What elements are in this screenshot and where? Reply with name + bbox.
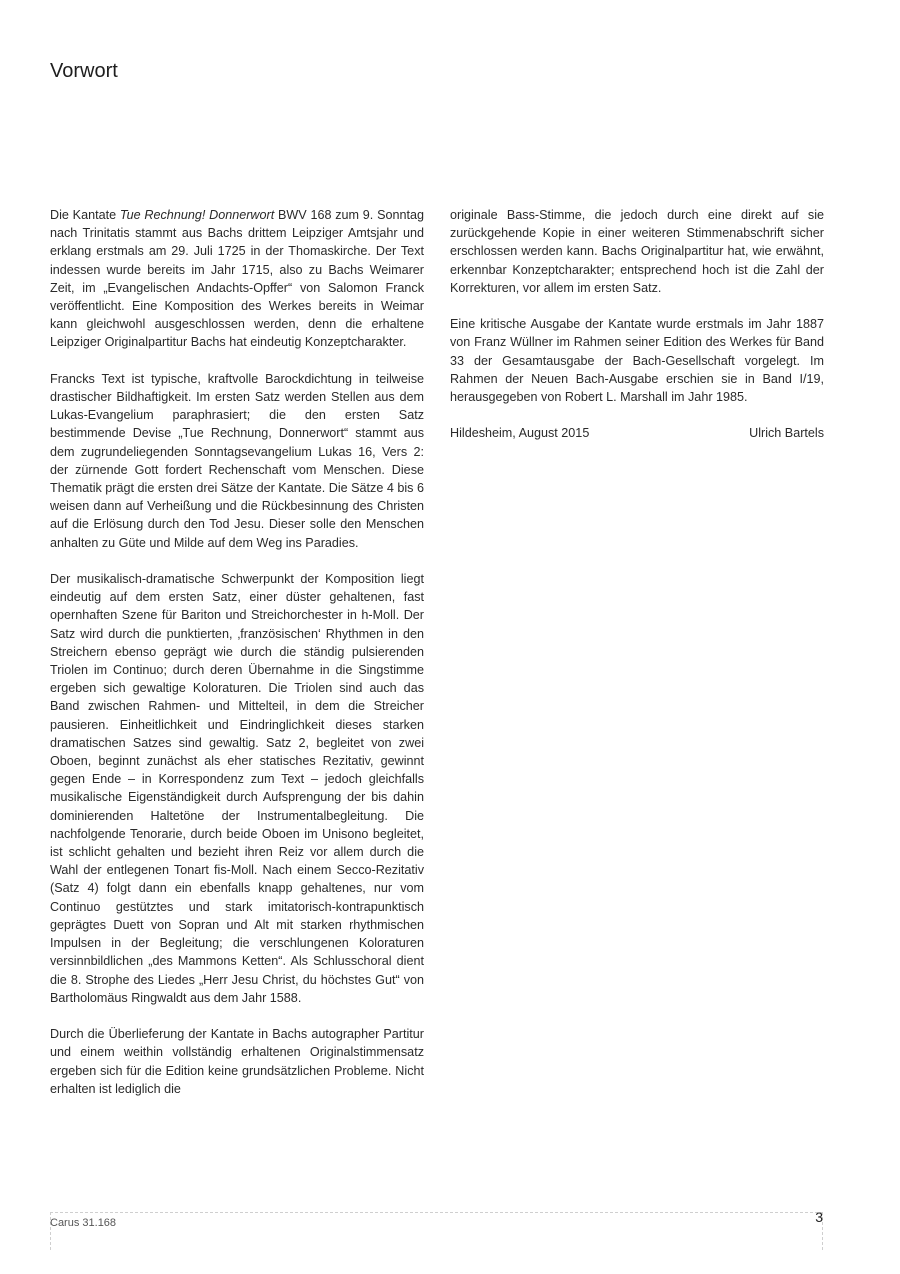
right-column <box>450 206 824 443</box>
paragraph-sources: Durch die Überlieferung der Kantate in Bachs autographer Partitur und einem weithin vollständig erhaltenen Originalstimmensatz ergeben sich für die Edition keine grundsätzlichen Probleme. Nicht erhalten ist lediglich die <box>50 1027 424 1096</box>
intro-text-rest: BWV 168 zum 9. Sonntag nach Trinitatis stammt aus Bachs drittem Leipziger Amtsjahr und erklang erstmals am 29. Juli 1725 in der Thomaskirche. Der Text indessen wurde bereits im Jahr 1715, also zu Bachs Weimarer Zeit, im „Evangelischen Andachts-Opffer“ von Salomon Franck veröffentlicht. Eine Komposition des Werkes bereits in Weimar kann gleichwohl ausgeschlossen werden, denn die erhaltene Leipziger Originalpartitur Bachs hat eindeutig Konzeptcharakter. <box>50 208 424 350</box>
page-number: 3 <box>815 1209 823 1225</box>
paragraph-text: Francks Text ist typische, kraftvolle Barockdichtung in teilweise drastischer Bildhaftigkeit. Im ersten Satz werden Stellen aus dem Lukas-Evangelium paraphrasiert; die den ersten Satz bestimmende Devise „Tue Rechnung, Donnerwort“ stammt aus dem zugrundeliegenden Sonntagsevangelium Lukas 16, Vers 2: der zürnende Gott fordert Rechenschaft vom Menschen. Diese Thematik prägt die ersten drei Sätze der Kantate. Die Sätze 4 bis 6 weisen dann auf Verheißung und die Rückbesinnung des Christen auf die Erlösung durch den Tod Jesu. Dieser solle den Menschen anhalten zu Güte und Milde auf dem Weg ins Paradies. <box>50 371 424 550</box>
signature-line <box>450 424 824 442</box>
paragraph-bass-part: originale Bass-Stimme, die jedoch durch eine direkt auf sie zurückgehende Kopie in einer weiteren Stimmenabschrift sicher erschlossen werden kann. Bachs Originalpartitur hat, wie erwähnt, erkennbar Konzeptcharakter; entsprechend hoch ist die Zahl der Korrekturen, vor allem im ersten Satz. <box>450 208 824 295</box>
page-footer <box>50 1209 823 1229</box>
catalog-number: Carus 31.168 <box>50 1217 117 1229</box>
place-date: Hildesheim, August 2015 <box>450 426 590 441</box>
paragraph-editions: Eine kritische Ausgabe der Kantate wurde erstmals im Jahr 1887 von Franz Wüllner im Rahmen seiner Edition des Werkes für Band 33 der Gesamtausgabe der Bach-Gesellschaft vorgelegt. Im Rahmen der Neuen Bach-Ausgabe erschien sie in Band I/19, herausgegeben von Robert L. Marshall im Jahr 1985. <box>450 317 824 405</box>
left-column <box>50 206 424 1116</box>
author-name: Ulrich Bartels <box>749 426 824 441</box>
paragraph-music: Der musikalisch-dramatische Schwerpunkt der Komposition liegt eindeutig auf dem ersten Satz, einer düster gehaltenen, fast opernhaften Szene für Bariton und Streichorchester in h-Moll. Der Satz wird durch die punktierten, ‚französischen‘ Rhythmen in den Streichern ebenso geprägt wie durch die ständig pulsierenden Triolen im Continuo; durch deren Übernahme in die Singstimme ergeben sich gewaltige Koloraturen. Die Triolen sind auch das Band zwischen Rahmen- und Mittelteil, in dem die Streicher pausieren. Einheitlichkeit und Eindringlichkeit dieses starken dramatischen Satzes sind gewaltig. Satz 2, begleitet von zwei Oboen, beginnt zunächst als eher statisches Rezitativ, gewinnt gegen Ende – in Korrespondenz zum Text – jedoch gleichfalls musikalische Eigenständigkeit durch Aufsprengung der bis dahin dominierenden Haltetöne der Instrumentalbegleitung. Die nachfolgende Tenorarie, durch beide Oboen im Unisono begleitet, ist schlicht gehalten und bezieht ihren Reiz vor allem durch die Wahl der entlegenen Tonart fis-Moll. Nach einem Secco-Rezitativ (Satz 4) folgt dann ein ebenfalls knapp gehaltenes, nur vom Continuo gestütztes und stark imitatorisch-kontrapunktisch geprägtes Duett von Sopran und Alt mit starken rhythmischen Impulsen in der Begleitung; die verschlungenen Koloraturen versinnbildlichen „des Mammons Ketten“. Als Schlusschoral dient die 8. Strophe des Liedes „Herr Jesu Christ, du höchstes Gut“ von Bartholomäus Ringwaldt aus dem Jahr 1588. <box>50 572 424 1005</box>
paragraph-intro <box>50 206 424 352</box>
page-title: Vorwort <box>50 60 118 82</box>
cantata-title: Tue Rechnung! Donnerwort <box>119 208 275 222</box>
intro-text-start: Die Kantate <box>50 208 120 222</box>
